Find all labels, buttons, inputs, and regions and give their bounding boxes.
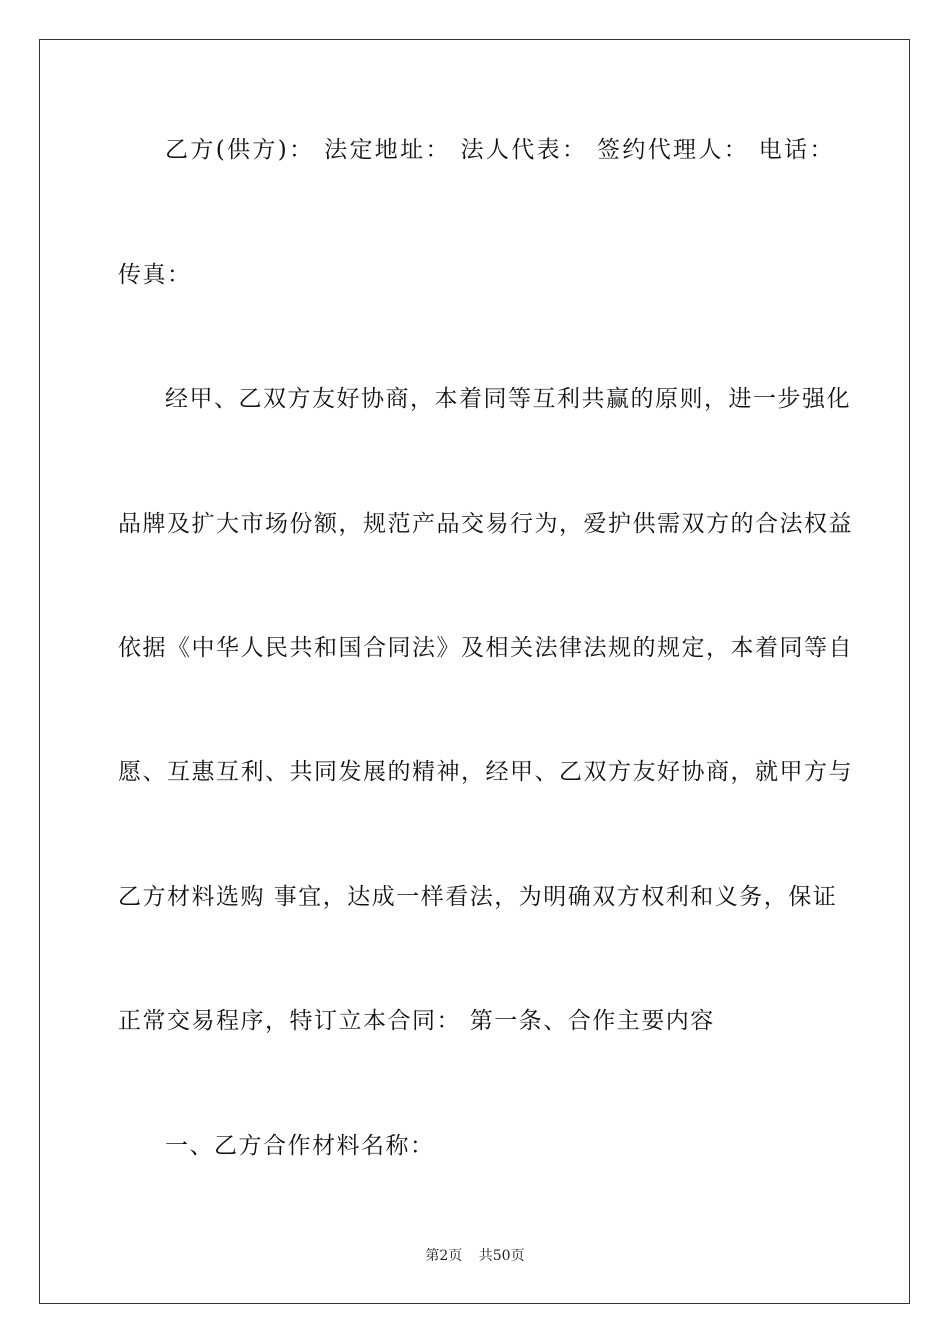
page-total: 共50页 (478, 1248, 525, 1264)
paragraph-line-3: 依据《中华人民共和国合同法》及相关法律法规的规定，本着同等自 (118, 635, 853, 661)
party-b-info-line: 乙方(供方)： 法定地址： 法人代表： 签约代理人： 电话： (165, 137, 834, 163)
fax-line: 传真： (118, 262, 192, 288)
page-number: 第2页 (425, 1248, 463, 1264)
paragraph-line-2: 品牌及扩大市场份额，规范产品交易行为，爱护供需双方的合法权益 (118, 511, 853, 537)
section-heading: 一、乙方合作材料名称： (165, 1133, 435, 1159)
paragraph-line-4: 愿、互惠互利、共同发展的精神，经甲、乙双方友好协商，就甲方与 (118, 759, 853, 785)
page-border (39, 39, 910, 1304)
paragraph-line-6: 正常交易程序，特订立本合同： 第一条、合作主要内容 (118, 1008, 715, 1034)
paragraph-line-1: 经甲、乙双方友好协商，本着同等互利共赢的原则，进一步强化 (165, 386, 851, 412)
page-footer (0, 1247, 950, 1265)
paragraph-line-5: 乙方材料选购 事宜，达成一样看法，为明确双方权利和义务，保证 (118, 884, 838, 910)
